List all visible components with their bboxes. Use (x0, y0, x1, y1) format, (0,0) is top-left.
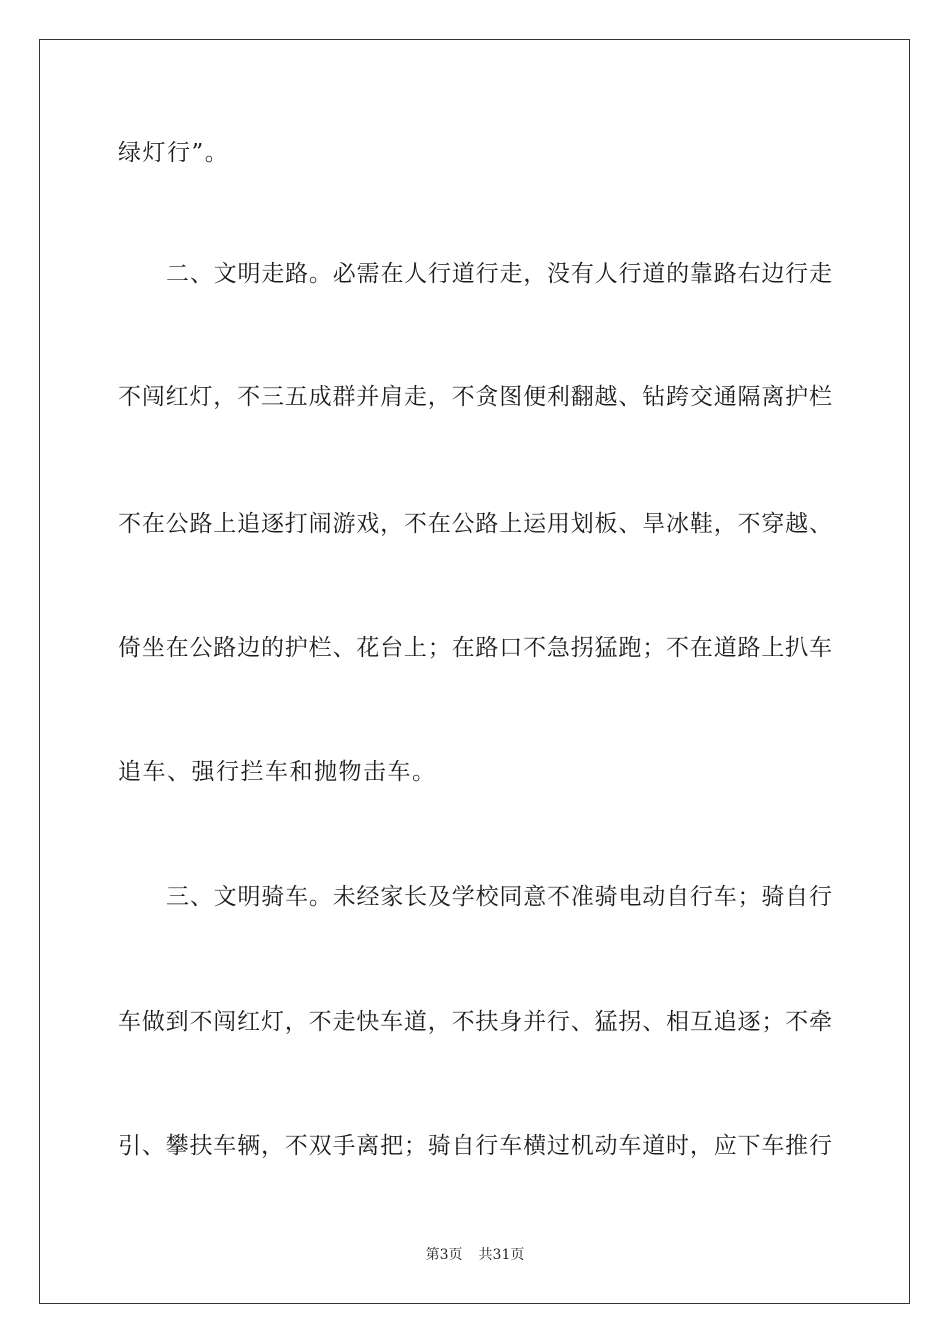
text-line-6: 追车、强行拦车和抛物击车。 (118, 759, 437, 785)
text-line-9: 引、攀扶车辆，不双手离把；骑自行车横过机动车道时，应下车推行 (118, 1133, 832, 1159)
text-line-1: 绿灯行”。 (118, 140, 230, 166)
page-footer (0, 1246, 950, 1264)
text-line-2: 二、文明走路。必需在人行道行走，没有人行道的靠路右边行走 (166, 261, 832, 287)
text-line-8: 车做到不闯红灯，不走快车道，不扶身并行、猛拐、相互追逐；不牵 (118, 1009, 832, 1035)
page-border (39, 39, 910, 1304)
text-line-3: 不闯红灯，不三五成群并肩走，不贪图便利翻越、钻跨交通隔离护栏 (118, 384, 832, 410)
text-line-5: 倚坐在公路边的护栏、花台上；在路口不急拐猛跑；不在道路上扒车 (118, 635, 832, 661)
page-total: 共31页 (478, 1247, 525, 1263)
text-line-7: 三、文明骑车。未经家长及学校同意不准骑电动自行车；骑自行 (166, 884, 832, 910)
text-line-4: 不在公路上追逐打闹游戏，不在公路上运用划板、旱冰鞋，不穿越、 (118, 511, 832, 537)
page-number: 第3页 (425, 1247, 463, 1263)
